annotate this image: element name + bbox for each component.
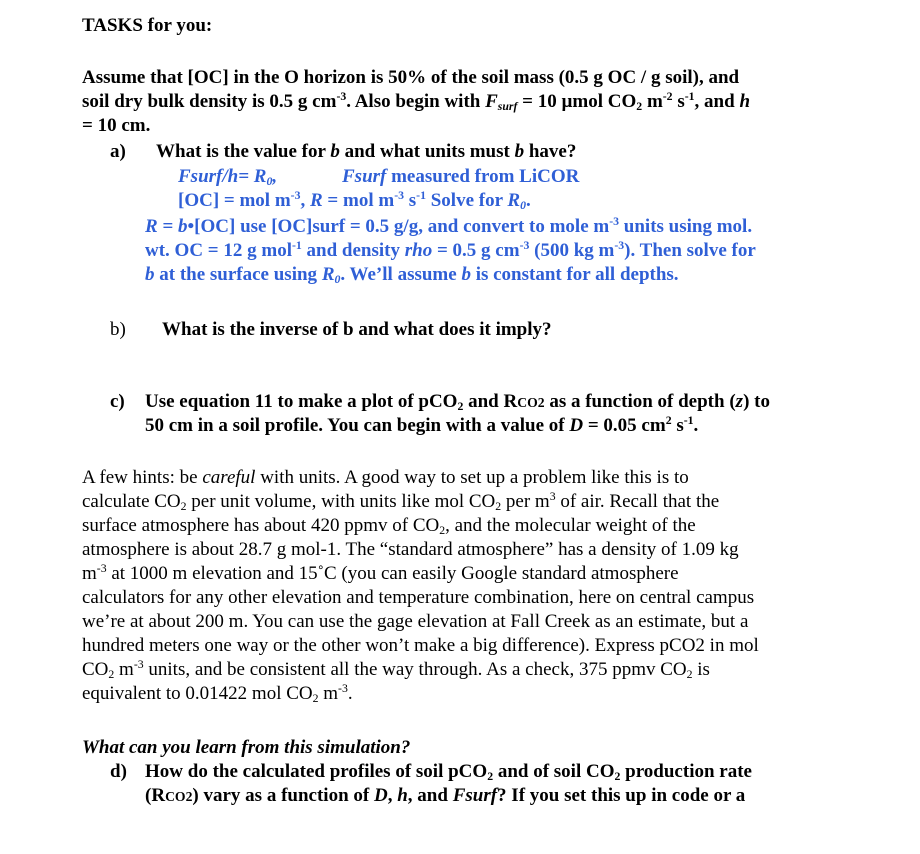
hints-line-6: calculators for any other elevation and temperature combination, here on central campus: [82, 587, 755, 608]
question-b-text: What is the inverse of b and what does it imply?: [162, 319, 552, 340]
question-d-line-2: (RCO2) vary as a function of D, h, and Fsurf? If you set this up in code or a: [145, 785, 746, 806]
question-b-label: b): [110, 319, 126, 340]
question-c-line-2: 50 cm in a soil profile. You can begin with a value of D = 0.05 $cm^2$ $s^{-1}$.: [145, 413, 699, 436]
question-c-line-1: Use equation 11 to make a plot of pCO$_2$ and RCO2 as a function of depth (z) to: [145, 391, 770, 413]
hints-line-9: $CO_2$ $m^{-3}$ units, and be consistent all the way through. As a check, 375 ppmv $CO_2$ is: [82, 657, 710, 681]
hints-line-1: A few hints: be careful with units. A good way to set up a problem like this is to: [82, 467, 689, 488]
intro-line-1: Assume that [OC] in the O horizon is 50% of the soil mass (0.5 g OC / g soil), and: [82, 67, 740, 88]
hints-line-7: we’re at about 200 m. You can use the gage elevation at Fall Creek as an estimate, but a: [82, 611, 749, 632]
answer-a-line-3: R = b•[OC] use [OC]surf = 0.5 g/g, and convert to mole $m^{-3}$ units using mol.: [145, 214, 753, 237]
question-a-text: What is the value for b and what units must b have?: [156, 141, 577, 162]
answer-a-line-1b: Fsurf measured from LiCOR: [342, 166, 580, 187]
hints-line-5: $m^{-3}$ at 1000 m elevation and 15˚C (you can easily Google standard atmosphere: [82, 561, 679, 584]
answer-a-line-5: b at the surface using $R_0$. We’ll assume b is constant for all depths.: [145, 264, 679, 286]
answer-a-line-2: [OC] = mol $m^{-3}$, R = mol $m^{-3}$ $s^{-1}$ Solve for $R_0$.: [178, 188, 531, 212]
hints-line-2: calculate $CO_2$ per unit volume, with units like mol $CO_2$ per $m^3$ of air. Recall that the: [82, 489, 720, 513]
hints-line-4: atmosphere is about 28.7 g mol-1. The “standard atmosphere” has a density of 1.09 kg: [82, 539, 739, 560]
hints-line-10: equivalent to 0.01422 mol $CO_2$ $m^{-3}$.: [82, 681, 353, 705]
question-a-label: a): [110, 141, 126, 162]
answer-a-line-1: Fsurf/h= $R_0$,: [178, 166, 278, 188]
question-c-label: c): [110, 391, 125, 412]
intro-line-3: = 10 cm.: [82, 115, 151, 136]
answer-a-line-4: wt. OC = 12 g mol$^{-1}$ and density rho = 0.5 g $cm^{-3}$ (500 kg $m^{-3}$). Then solve for: [145, 238, 756, 261]
hints-line-3: surface atmosphere has about 420 ppmv of $CO_2$, and the molecular weight of the: [82, 515, 696, 537]
learn-heading: What can you learn from this simulation?: [82, 737, 411, 758]
question-d-label: d): [110, 761, 127, 782]
question-d-line-1: How do the calculated profiles of soil pCO$_2$ and of soil $CO_2$ production rate: [145, 761, 752, 783]
intro-line-2: soil dry bulk density is 0.5 g $cm^{-3}$. Also begin with $F_{surf} = 10$ µmol $CO_2$ $m^{-2}$ $s^{-1}$, and h: [82, 89, 751, 113]
hints-line-8: hundred meters one way or the other won’t make a big difference). Express pCO2 in mol: [82, 635, 759, 656]
page-title: TASKS for you:: [82, 15, 213, 36]
